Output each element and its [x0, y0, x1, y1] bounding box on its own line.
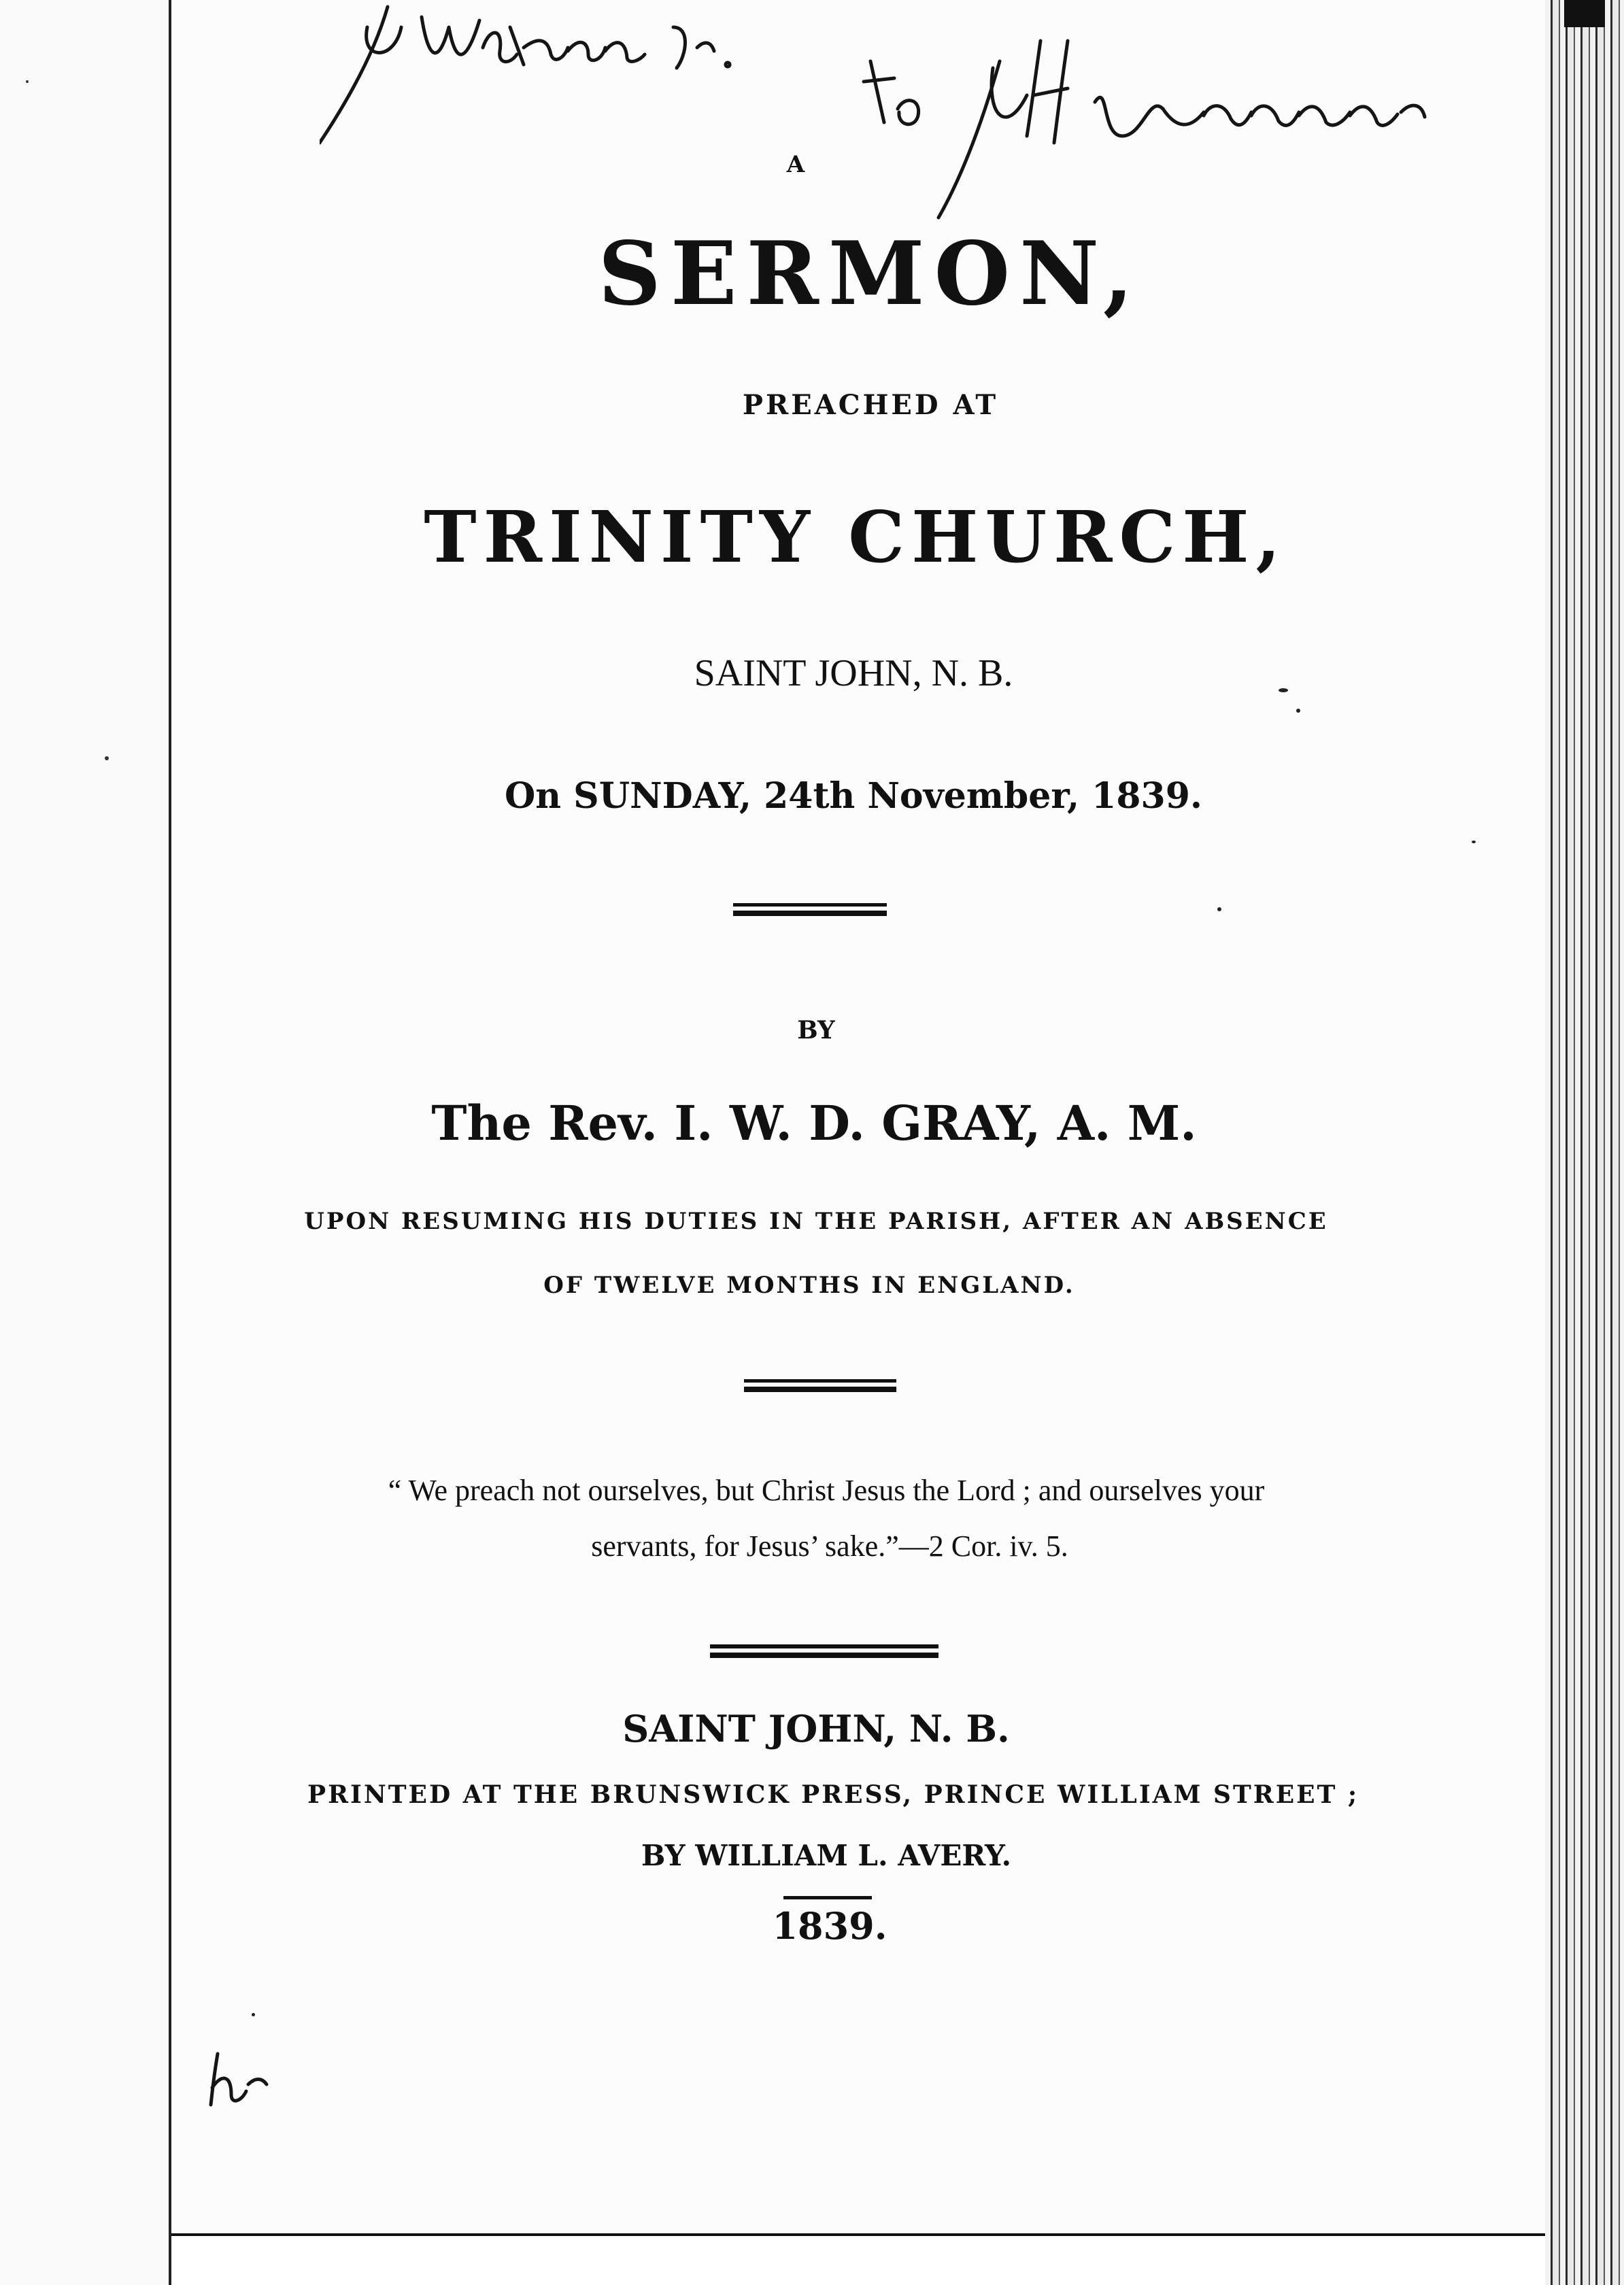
occasion-line-2: OF TWELVE MONTHS IN ENGLAND. [543, 1272, 1075, 1299]
handwritten-inscription [320, 0, 1530, 224]
imprint-year: 1839. [772, 1904, 887, 1948]
ink-speck [1472, 841, 1476, 843]
title-article: A [786, 151, 805, 178]
ink-speck [1296, 709, 1300, 713]
epigraph-line-2: servants, for Jesus’ sake.”—2 Cor. iv. 5. [591, 1529, 1068, 1563]
handwritten-initial [204, 2047, 279, 2108]
preached-at-label: PREACHED AT [742, 389, 999, 421]
epigraph-line-1: “ We preach not ourselves, but Christ Jesus the Lord ; and ourselves your [388, 1474, 1265, 1507]
imprint-by: BY WILLIAM L. AVERY. [641, 1839, 1012, 1872]
book-fore-edge [1545, 0, 1624, 2285]
author-name: The Rev. I. W. D. GRAY, A. M. [431, 1095, 1197, 1151]
occasion-line-1: UPON RESUMING HIS DUTIES IN THE PARISH, AFTER AN ABSENCE [304, 1208, 1328, 1235]
left-facing-page [0, 0, 171, 2285]
page-bottom-margin [171, 2236, 1545, 2285]
church-name: TRINITY CHURCH, [424, 495, 1287, 579]
sermon-date: On SUNDAY, 24th November, 1839. [504, 775, 1203, 817]
imprint-city: SAINT JOHN, N. B. [622, 1707, 1010, 1750]
by-label: BY [797, 1016, 835, 1045]
page-title: SERMON, [598, 223, 1143, 325]
book-corner-shadow [1564, 0, 1605, 27]
imprint-printer: PRINTED AT THE BRUNSWICK PRESS, PRINCE WILLIAM STREET ; [307, 1780, 1359, 1809]
ink-speck [1279, 688, 1288, 692]
ink-speck [26, 80, 29, 83]
church-city: SAINT JOHN, N. B. [694, 652, 1013, 694]
ink-speck [1217, 907, 1221, 911]
ink-speck [105, 756, 109, 760]
ink-speck [252, 2013, 255, 2016]
